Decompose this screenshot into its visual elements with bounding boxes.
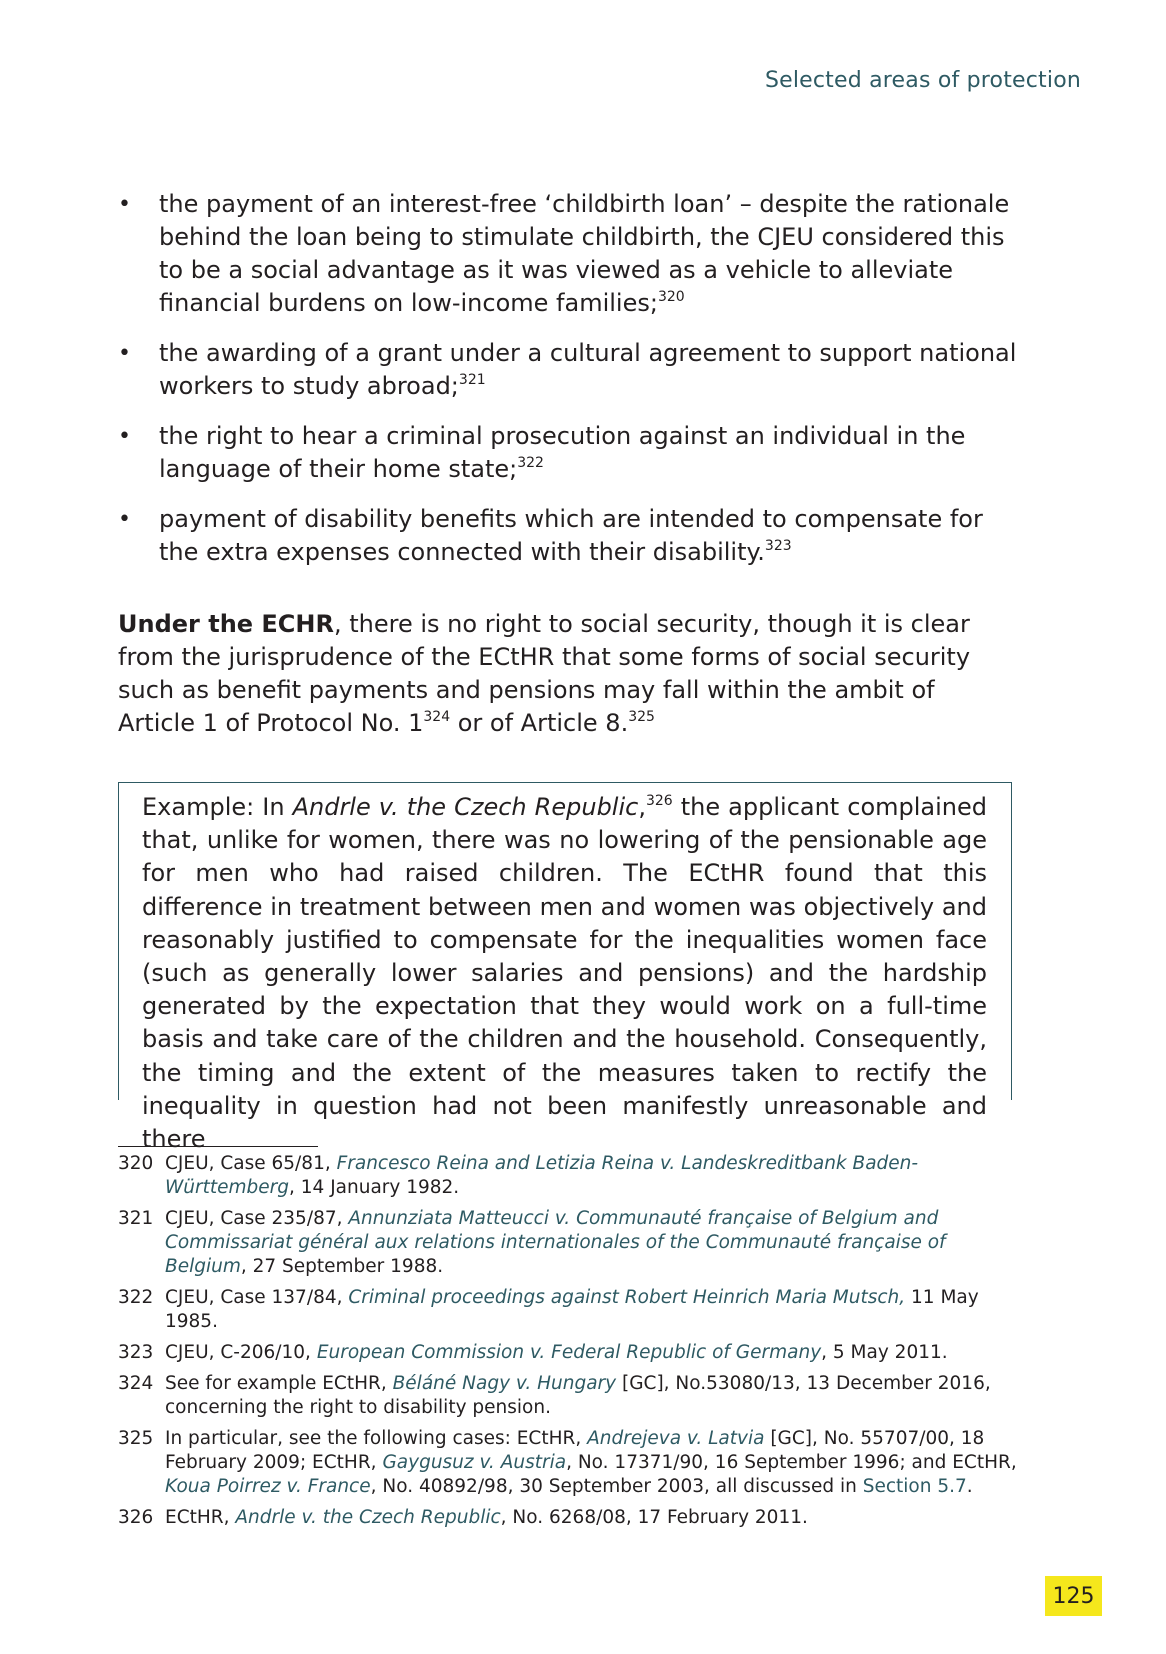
list-item [118,337,1018,403]
paragraph-text: , there is no right to social security, though it is clear from the jurisprudence of the ECtHR that some forms of social security such as benefit payments and pensions may fall within the ambit of Article 1 of Protocol No. 1 [118,610,971,737]
example-body: the applicant complained that, unlike for women, there was no lowering of the pensionable age for men who had raised children. The ECtHR found that this difference in treatment between men and women was objectively and reasonably justified to compensate for the inequalities women face (such as generally lower salaries and pensions) and the hardship generated by the expectation that they would work on a full-time basis and take care of the children and the household. Consequently, the timing and the extent of the measures taken to rectify the inequality in question had not been manifestly unreasonable and there [142,793,987,1154]
bullet-list [118,188,1018,586]
example-comma: , [638,793,646,821]
footnote-number: 326 [118,1507,154,1528]
bullet-icon: • [118,192,131,217]
footnote-text: ECtHR, [165,1507,236,1528]
paragraph-text: or of Article 8. [450,709,629,737]
section-link[interactable]: Section 5.7 [862,1476,967,1497]
list-item-text: the payment of an interest-free ‘childbirth loan’ – despite the rationale behind the loan being to stimulate childbirth, the CJEU considered this to be a social advantage as it was viewed as a vehicle to alleviate financial burdens on low-income families; [159,190,1010,317]
case-name: Andrle v. the Czech Republic [292,793,639,821]
footnote-text: , 14 January 1982. [289,1177,460,1198]
footnote-text: 11 May 1985. [165,1287,979,1332]
footnote [118,1427,1018,1499]
footnote-text: CJEU, Case 65/81, [165,1153,337,1174]
footnote-ref[interactable]: 322 [517,455,544,471]
footnote-ref[interactable]: 320 [657,289,685,305]
footnote-number: 322 [118,1287,154,1308]
footnote-divider [118,1146,318,1147]
footnote-number: 320 [118,1153,154,1174]
footnote-text: [GC], No. 55707/00, 18 February 2009; ECtHR, [165,1428,985,1473]
footnote [118,1506,1018,1530]
footnote-ref[interactable]: 324 [423,709,451,725]
footnote-number: 321 [118,1208,154,1229]
case-link[interactable]: Koua Poirrez v. France [165,1476,371,1497]
footnote-number: 323 [118,1342,154,1363]
footnote-number: 324 [118,1373,154,1394]
footnote-number: 325 [118,1428,154,1449]
footnote-text: CJEU, Case 137/84, [165,1287,349,1308]
example-box [118,782,1012,1154]
footnote-text: , No. 40892/98, 30 September 2003, all discussed in [370,1476,863,1497]
footnote-ref[interactable]: 326 [645,793,673,809]
body-paragraph [118,608,1018,740]
footnote-text: , 5 May 2011. [821,1342,948,1363]
footnote [118,1341,1018,1365]
case-link[interactable]: Béláné Nagy v. Hungary [392,1373,617,1394]
page-number: 125 [1045,1576,1102,1616]
footnote-text: , No. 17371/90, 16 September 1996; and ECtHR, [566,1452,1017,1473]
case-link[interactable]: Francesco Reina and Letizia Reina v. Landeskreditbank Baden-Württemberg [165,1153,919,1198]
list-item [118,503,1018,569]
footnote-text: , No. 6268/08, 17 February 2011. [500,1507,808,1528]
bullet-icon: • [118,507,131,532]
footnote-text: , 27 September 1988. [240,1256,444,1277]
footnote [118,1207,1018,1279]
footnote-ref[interactable]: 323 [764,538,792,554]
running-header: Selected areas of protection [764,68,1081,93]
footnote [118,1286,1018,1334]
example-text [142,791,987,1156]
list-item-text: the awarding of a grant under a cultural agreement to support national workers to study abroad; [159,339,1017,400]
footnote-ref[interactable]: 325 [628,709,655,725]
case-link[interactable]: European Commission v. Federal Republic of Germany [316,1342,822,1363]
list-item-text: payment of disability benefits which are intended to compensate for the extra expenses connected with their disability. [159,505,983,566]
bullet-icon: • [118,341,131,366]
case-link[interactable]: Andrejeva v. Latvia [587,1428,765,1449]
case-link[interactable]: Criminal proceedings against Robert Heinrich Maria Mutsch, [348,1287,906,1308]
list-item-text: the right to hear a criminal prosecution against an individual in the language of their home state; [159,422,966,483]
footnote-text: See for example ECtHR, [165,1373,393,1394]
footnote-text: In particular, see the following cases: ECtHR, [165,1428,588,1449]
list-item [118,188,1018,320]
footnote [118,1152,1018,1200]
bullet-icon: • [118,424,131,449]
list-item [118,420,1018,486]
footnote-text: . [966,1476,973,1497]
case-link[interactable]: Annunziata Matteucci v. Communauté française of Belgium and Commissariat général aux relations internationales of the Communauté française of Belgium [165,1208,946,1277]
footnote-ref[interactable]: 321 [458,372,486,388]
example-lead: Example: In [142,793,293,821]
footnote [118,1372,1018,1420]
footnote-text: CJEU, C-206/10, [165,1342,317,1363]
case-link[interactable]: Andrle v. the Czech Republic [235,1507,501,1528]
footnote-text: [GC], No.53080/13, 13 December 2016, concerning the right to disability pension. [165,1373,991,1418]
footnotes [118,1152,1018,1537]
case-link[interactable]: Gaygusuz v. Austria [382,1452,567,1473]
paragraph-lead: Under the ECHR [118,610,334,638]
footnote-text: CJEU, Case 235/87, [165,1208,349,1229]
